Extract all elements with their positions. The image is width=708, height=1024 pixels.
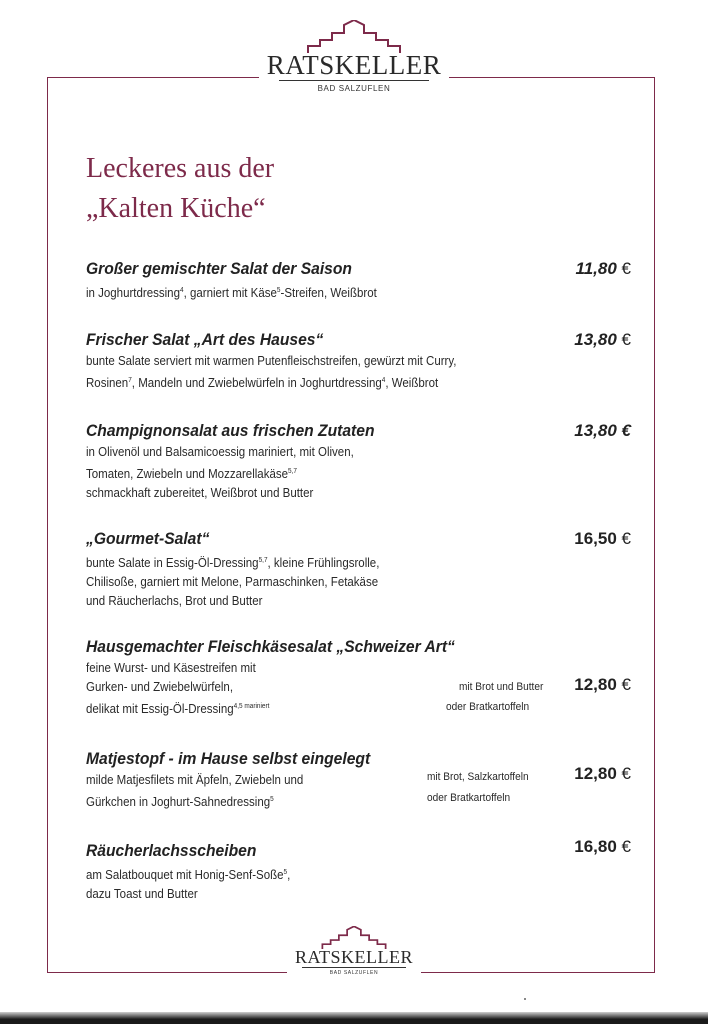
item-description: schmackhaft zubereitet, Weißbrot und Butter xyxy=(86,486,314,501)
item-price: 13,80 € xyxy=(574,330,631,349)
menu-item xyxy=(86,528,631,611)
item-name: Hausgemachter Fleischkäsesalat „Schweizer Art“ xyxy=(86,637,455,656)
item-description: Gurken- und Zwiebelwürfeln, xyxy=(86,680,234,694)
logo-header xyxy=(0,20,708,96)
item-description: und Räucherlachs, Brot und Butter xyxy=(86,594,263,609)
scan-edge xyxy=(0,1012,708,1024)
item-description: bunte Salate serviert mit warmen Putenfleischstreifen, gewürzt mit Curry, xyxy=(86,354,457,368)
menu-item xyxy=(86,636,631,719)
logo-name: RATSKELLER xyxy=(266,50,442,80)
item-price: 12,80 € xyxy=(574,675,631,694)
item-name: Champignonsalat aus frischen Zutaten xyxy=(86,421,375,440)
item-description: Chilisoße, garniert mit Melone, Parmaschinken, Fetakäse xyxy=(86,575,379,590)
logo-subtitle: BAD SALZUFLEN xyxy=(317,84,391,93)
logo-footer xyxy=(0,926,708,979)
logo-underline xyxy=(302,967,406,968)
item-description: Rosinen$^7$, Mandeln und Zwiebelwürfeln in Joghurtdressing$^4$, Weißbrot xyxy=(86,376,439,391)
item-description: Tomaten, Zwiebeln und Mozzarellakäse$^{5,7}$ xyxy=(86,467,297,482)
item-price: 12,80 € xyxy=(574,764,631,783)
menu-item xyxy=(86,748,631,812)
item-price: 13,80 € xyxy=(574,421,631,440)
menu-item xyxy=(86,258,631,303)
section-title xyxy=(86,149,274,229)
section-title-line: Leckeres aus der xyxy=(86,153,275,184)
menu-item xyxy=(86,837,631,904)
item-side-option: oder Bratkartoffeln xyxy=(446,701,530,713)
item-price: 16,80 € xyxy=(574,837,631,856)
section-title-line: „Kalten Küche“ xyxy=(86,193,266,224)
item-description: am Salatbouquet mit Honig-Senf-Soße$^5$, xyxy=(86,868,291,883)
logo-name: RATSKELLER xyxy=(294,947,413,967)
item-side-option: mit Brot und Butter xyxy=(459,681,544,693)
item-description: in Olivenöl und Balsamicoessig mariniert, mit Oliven, xyxy=(86,445,354,459)
item-side-option: oder Bratkartoffeln xyxy=(427,792,511,804)
item-description: milde Matjesfilets mit Äpfeln, Zwiebeln und xyxy=(86,773,304,787)
item-description: delikat mit Essig-Öl-Dressing$^{4,5 mariniert}$ xyxy=(86,702,270,717)
menu-item xyxy=(86,420,631,503)
logo-underline xyxy=(279,80,429,81)
item-name: Großer gemischter Salat der Saison xyxy=(86,259,352,278)
menu-item xyxy=(86,329,631,393)
item-side-option: mit Brot, Salzkartoffeln xyxy=(427,771,529,783)
item-description: bunte Salate in Essig-Öl-Dressing$^{5,7}$, kleine Frühlingsrolle, xyxy=(86,556,380,571)
item-name: „Gourmet-Salat“ xyxy=(86,529,210,548)
speck xyxy=(524,998,526,1000)
item-price: 11,80 € xyxy=(575,259,631,278)
item-description: Gürkchen in Joghurt-Sahnedressing$^5$ xyxy=(86,795,274,810)
item-name: Frischer Salat „Art des Hauses“ xyxy=(86,330,324,349)
item-description: dazu Toast und Butter xyxy=(86,887,198,902)
item-name: Räucherlachsscheiben xyxy=(86,841,257,860)
item-name: Matjestopf - im Hause selbst eingelegt xyxy=(86,749,371,768)
item-description: in Joghurtdressing$^4$, garniert mit Käse$^5$-Streifen, Weißbrot xyxy=(86,286,377,301)
item-price: 16,50 € xyxy=(574,529,631,548)
item-description: feine Wurst- und Käsestreifen mit xyxy=(86,661,256,675)
building-roof-icon xyxy=(306,20,402,54)
logo-subtitle: BAD SALZUFLEN xyxy=(329,970,379,976)
